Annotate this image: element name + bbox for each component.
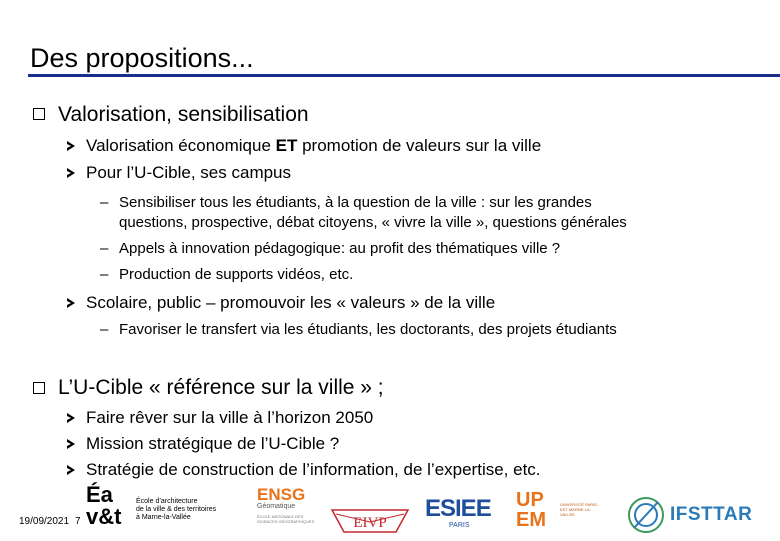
arrow-bullet-icon — [67, 439, 75, 449]
list-item: Pour l’U-Cible, ses campus — [86, 163, 292, 182]
eavt-logo-caption: de la ville & des territoires — [136, 506, 217, 513]
eivp-logo-name: EIVP — [353, 515, 387, 531]
footer-date: 19/09/2021 — [19, 516, 70, 527]
square-bullet-icon — [33, 382, 45, 394]
list-item-text: promotion de valeurs sur la ville — [297, 136, 542, 155]
ifsttar-logo-name: IFSTTAR — [670, 504, 753, 525]
upem-logo — [516, 490, 606, 536]
dash-bullet-icon: – — [100, 240, 109, 257]
list-item — [86, 136, 541, 156]
ensg-logo-caption: ÉCOLE NATIONALE DES SCIENCES GÉOGRAPHIQUES — [257, 514, 315, 524]
list-item-emphasis: ET — [275, 136, 298, 155]
sub-item: Production de supports vidéos, etc. — [119, 266, 354, 283]
eavt-logo — [86, 482, 236, 535]
eavt-logo-line2: v&t — [86, 504, 122, 529]
ifsttar-globe-icon — [626, 494, 666, 534]
eivp-logo — [330, 506, 410, 536]
ensg-logo — [255, 486, 320, 536]
sub-item: Sensibiliser tous les étudiants, à la question de la ville : sur les grandes — [119, 194, 592, 211]
eavt-logo-line1: Éa — [86, 482, 113, 507]
square-bullet-icon — [33, 108, 45, 120]
esiee-logo — [425, 496, 497, 536]
esiee-logo-name: ESIEE — [425, 495, 491, 522]
list-item: Faire rêver sur la ville à l’horizon 2050 — [86, 408, 374, 427]
esiee-logo-sub: PARIS — [449, 522, 470, 529]
arrow-bullet-icon — [67, 141, 75, 151]
sub-item-continuation: questions, prospective, débat citoyens, « vivre la ville », questions générales — [119, 214, 627, 231]
upem-logo-line1: UP — [516, 489, 544, 511]
dash-bullet-icon: – — [100, 321, 109, 338]
ifsttar-logo — [626, 494, 776, 536]
dash-bullet-icon: – — [100, 266, 109, 283]
title-underline — [28, 74, 780, 77]
list-item: Scolaire, public – promouvoir les « valeurs » de la ville — [86, 293, 496, 312]
arrow-bullet-icon — [67, 413, 75, 423]
list-item-text: Valorisation économique — [86, 136, 276, 155]
arrow-bullet-icon — [67, 298, 75, 308]
eavt-logo-caption: à Marne-la-Vallée — [136, 514, 191, 521]
slide-title: Des propositions... — [30, 43, 254, 73]
eavt-logo-caption: École d’architecture — [136, 498, 198, 505]
ensg-logo-sub: Géomatique — [257, 503, 296, 510]
upem-logo-caption: UNIVERSITÉ PARIS-EST MARNE-LA-VALLÉE — [560, 502, 599, 517]
upem-logo-line2: EM — [516, 509, 546, 531]
dash-bullet-icon: – — [100, 194, 109, 211]
list-item: Stratégie de construction de l’information, de l’expertise, etc. — [86, 460, 541, 479]
section-heading: L’U-Cible « référence sur la ville » ; — [58, 376, 384, 399]
sub-item: Favoriser le transfert via les étudiants, les doctorants, des projets étudiants — [119, 321, 617, 338]
page-number: 7 — [75, 516, 81, 527]
sub-item: Appels à innovation pédagogique: au profit des thématiques ville ? — [119, 240, 561, 257]
list-item: Mission stratégique de l’U-Cible ? — [86, 434, 340, 453]
section-heading: Valorisation, sensibilisation — [58, 103, 309, 126]
ensg-logo-name: ENSG — [257, 485, 306, 504]
arrow-bullet-icon — [67, 465, 75, 475]
arrow-bullet-icon — [67, 168, 75, 178]
